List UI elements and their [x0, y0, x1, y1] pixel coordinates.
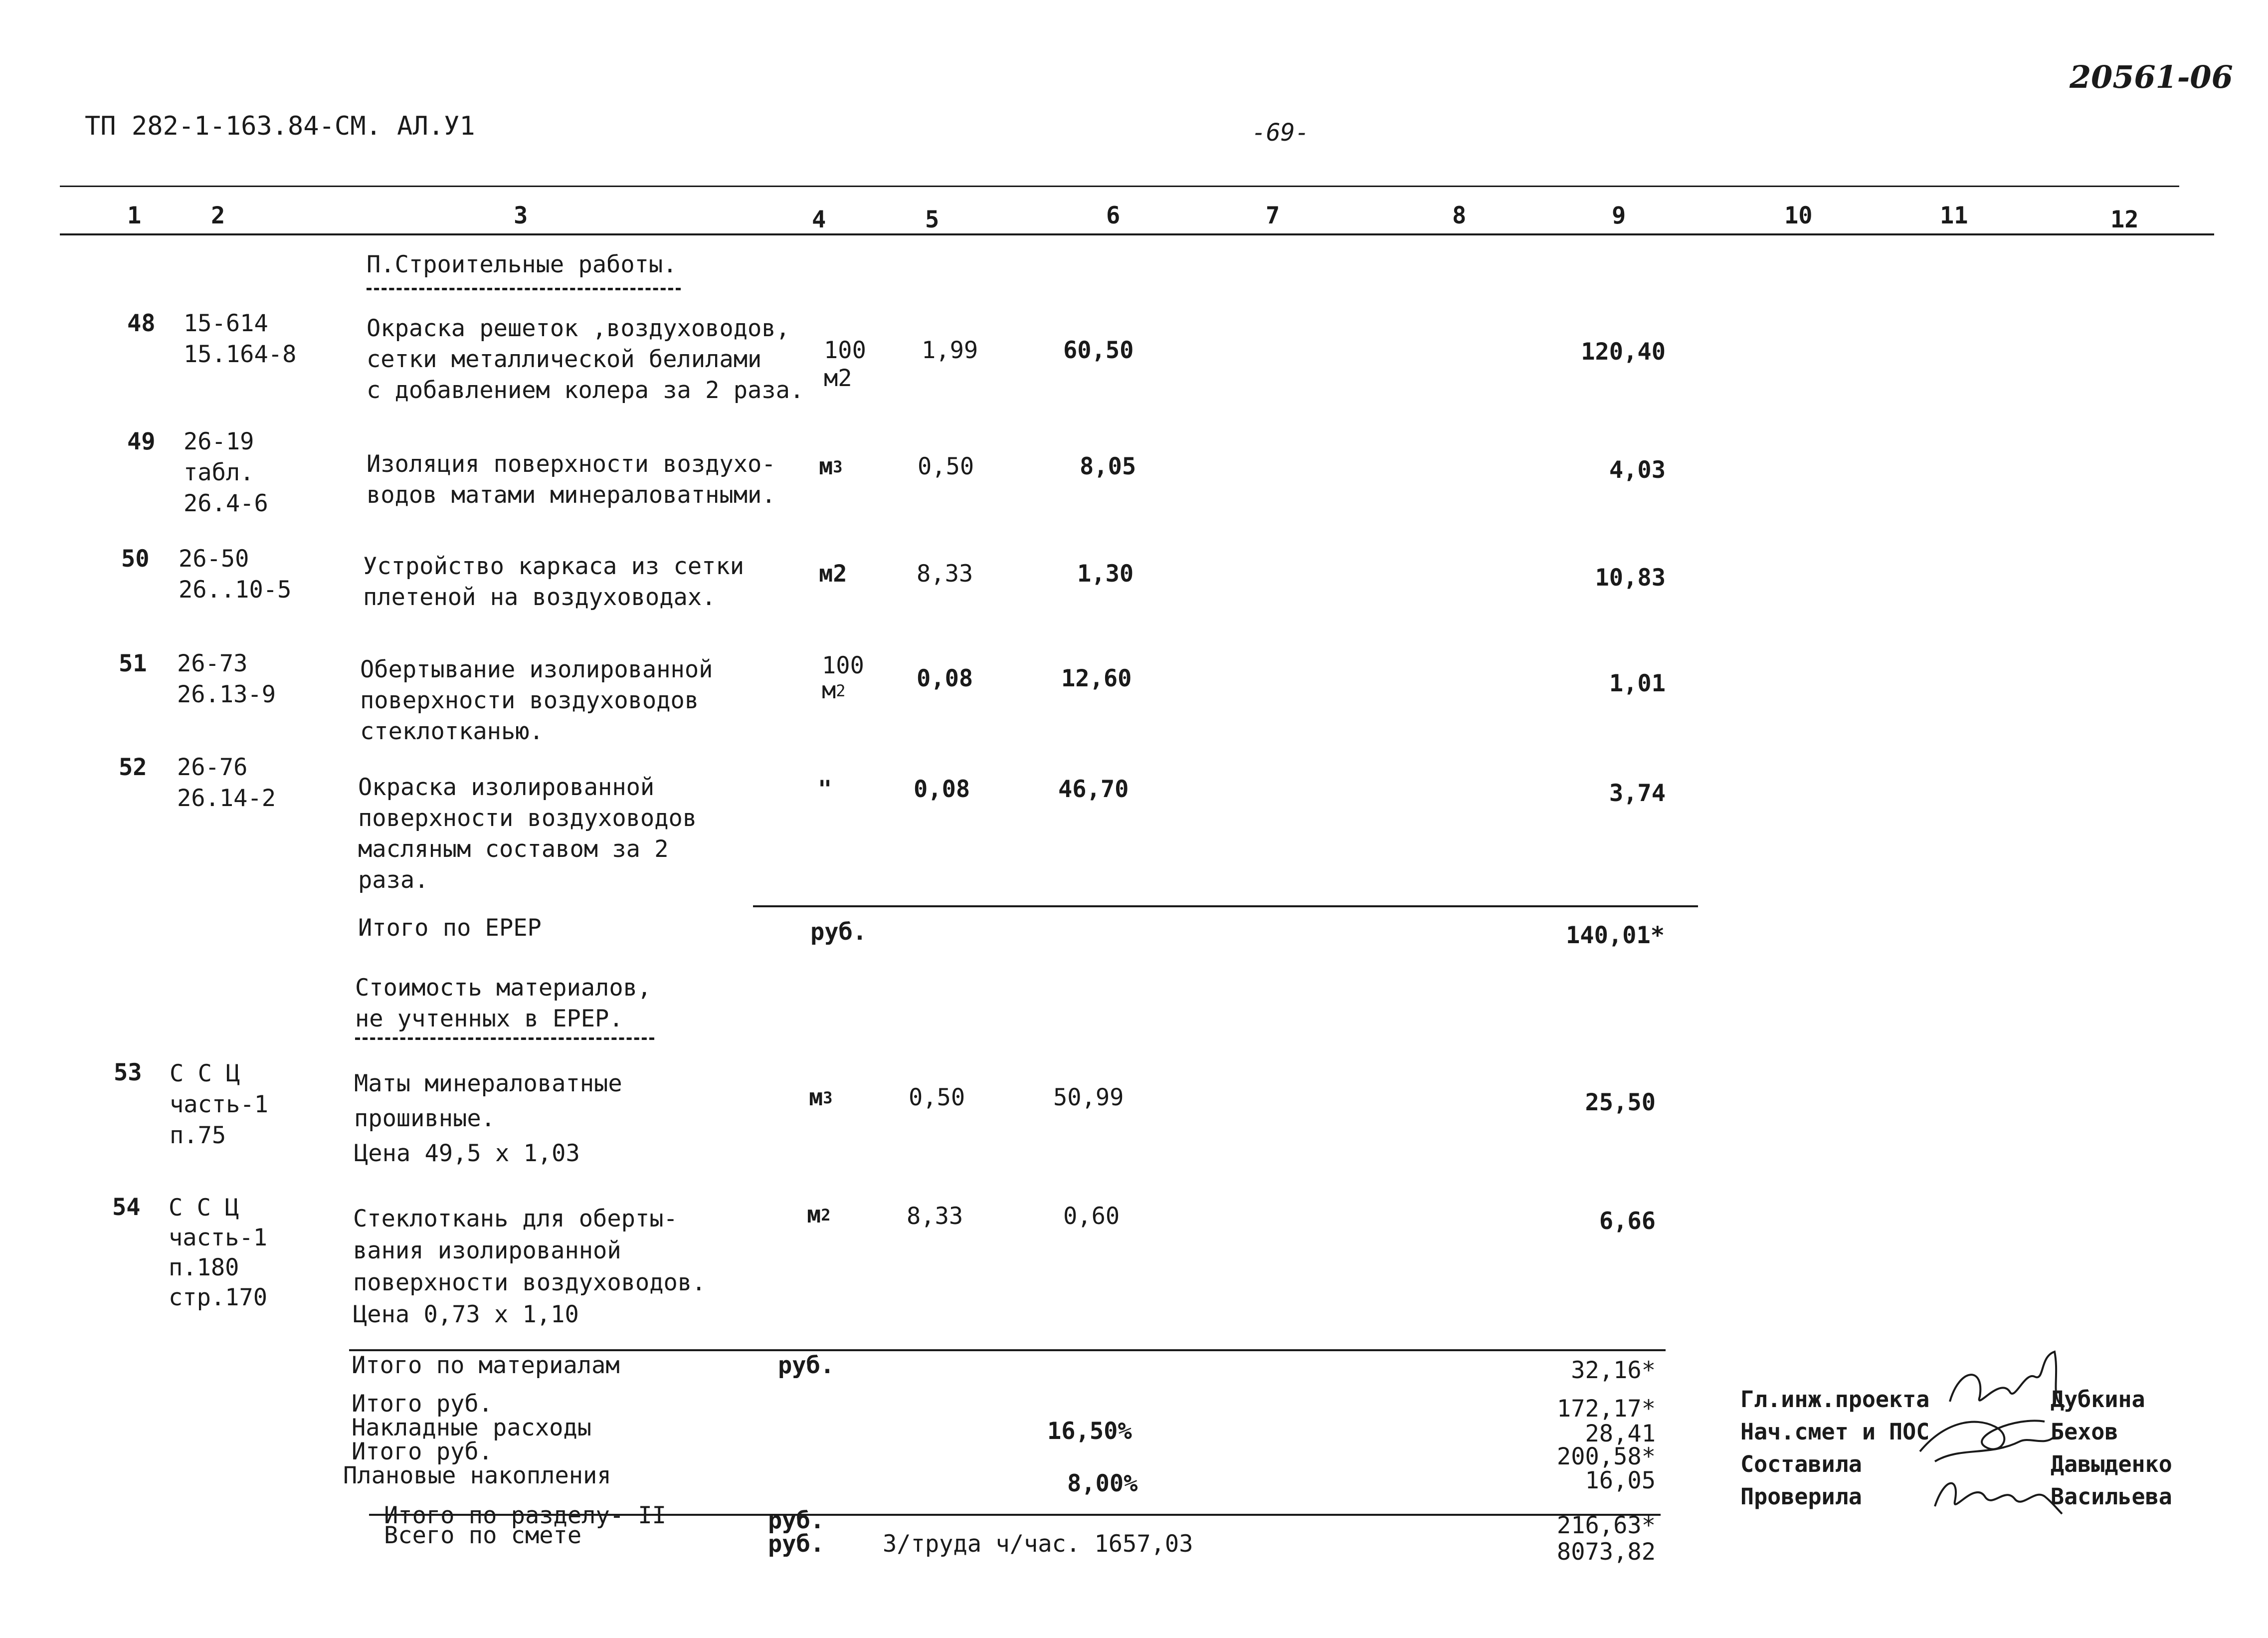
row-number: 50 [121, 545, 150, 573]
summary-label: Итого по материалам [352, 1352, 620, 1379]
row-unit: м2 [819, 560, 847, 588]
col-6: 6 [1106, 202, 1121, 229]
row-total: 4,03 [1609, 456, 1666, 484]
row-quantity: 0,08 [917, 665, 973, 692]
summary-total: 28,41 [1585, 1420, 1656, 1447]
final-label: Всего по смете [384, 1522, 582, 1549]
row-code: 26-19 табл. 26.4-6 [184, 428, 268, 517]
row-code: 26-50 26..10-5 [179, 545, 292, 604]
row-quantity: 1,99 [922, 337, 978, 364]
signature-name: Дубкина [2051, 1386, 2145, 1413]
handwritten-signature-3 [1930, 1466, 2065, 1521]
row-description: Стеклоткань для оберты- вания изолированной поверхности воздуховодов. Цена 0,73 х 1,10 [353, 1205, 706, 1328]
document-code: ТП 282-1-163.84-СМ. АЛ.У1 [85, 111, 475, 141]
row-total: 1,01 [1609, 670, 1666, 697]
row-quantity: 0,08 [914, 776, 970, 803]
row-description: Окраска решеток ,воздуховодов, сетки металлической белилами с добавлением колера за 2 раза. [367, 315, 804, 404]
signature-name: Давыденко [2051, 1451, 2172, 1477]
row-unit: $м^3$ [819, 453, 843, 480]
labor-hours: З/труда ч/час. 1657,03 [883, 1530, 1193, 1558]
section-title: П.Строительные работы. [367, 251, 677, 278]
row-total: 10,83 [1595, 564, 1666, 592]
row-quantity: 8,33 [907, 1203, 963, 1230]
row-number: 52 [119, 754, 147, 781]
row-unit: 100 м2 [824, 337, 866, 392]
summary-percent: 16,50% [1047, 1418, 1132, 1445]
row-price: 8,05 [1080, 453, 1136, 480]
summary-total: 16,05 [1585, 1467, 1656, 1494]
signature-role: Нач.смет и ПОС [1740, 1419, 1930, 1445]
row-unit: " [818, 776, 832, 803]
materials-heading-underline [355, 1037, 654, 1040]
row-price: 0,60 [1063, 1203, 1120, 1230]
summary-label: Итого руб. [352, 1438, 493, 1465]
handwritten-signature-1 [1940, 1347, 2070, 1417]
row-price: 50,99 [1053, 1084, 1124, 1111]
subtotal-rule [753, 905, 1698, 907]
summary-total: 200,58* [1556, 1443, 1656, 1470]
row-description: Окраска изолированной поверхности воздуховодов масляным составом за 2 раза. [358, 774, 697, 894]
row-number: 48 [127, 310, 156, 337]
row-unit: 100 $м^2$ [822, 652, 864, 704]
row-total: 25,50 [1585, 1089, 1656, 1116]
row-price: 12,60 [1061, 665, 1132, 692]
row-code: С С Ц часть-1 п.180 стр.170 [169, 1194, 268, 1311]
summary-label: Итого руб. [352, 1390, 493, 1418]
row-quantity: 0,50 [909, 1084, 965, 1111]
col-12: 12 [2110, 206, 2139, 233]
final-total: 8073,82 [1556, 1538, 1656, 1566]
col-9: 9 [1612, 202, 1626, 229]
row-total: 120,40 [1581, 338, 1666, 366]
final-unit: руб. [768, 1530, 825, 1558]
subtotal-unit: руб. [810, 918, 867, 946]
row-code: С С Ц часть-1 п.75 [170, 1060, 269, 1149]
row-number: 54 [112, 1194, 141, 1221]
col-1: 1 [127, 202, 142, 229]
col-5: 5 [925, 206, 940, 233]
summary-total: 32,16* [1571, 1357, 1656, 1384]
row-quantity: 8,33 [917, 560, 973, 588]
signature-name: Бехов [2051, 1419, 2118, 1445]
col-4: 4 [812, 206, 826, 233]
top-rule [60, 186, 2179, 187]
row-code: 26-73 26.13-9 [177, 650, 276, 708]
col-11: 11 [1940, 202, 1968, 229]
signature-role: Гл.инж.проекта [1740, 1386, 1930, 1413]
summary-label: Плановые накопления [343, 1462, 611, 1489]
row-number: 49 [127, 428, 156, 455]
summary-rule [349, 1349, 1666, 1351]
row-number: 51 [119, 650, 147, 677]
summary-total: 172,17* [1556, 1395, 1656, 1423]
row-description: Маты минераловатные прошивные. Цена 49,5 х 1,03 [354, 1070, 622, 1167]
archive-number: 20561-06 [2070, 59, 2233, 95]
handwritten-signature-2 [1915, 1407, 2060, 1471]
final-unit: руб. [768, 1507, 825, 1534]
row-description: Обертывание изолированной поверхности воздуховодов стеклотканью. [360, 656, 713, 745]
signature-role: Проверила [1740, 1483, 1862, 1510]
signature-name: Васильева [2051, 1483, 2172, 1510]
row-total: 6,66 [1599, 1208, 1656, 1235]
row-number: 53 [114, 1059, 142, 1086]
row-quantity: 0,50 [918, 453, 974, 480]
summary-unit: руб. [778, 1352, 835, 1379]
subtotal-total: 140,01* [1566, 922, 1665, 949]
col-7: 7 [1266, 202, 1280, 229]
final-label: Итого по разделу- II [384, 1502, 666, 1529]
row-unit: $м^3$ [809, 1084, 833, 1111]
subtotal-label: Итого по ЕРЕР [358, 914, 542, 942]
page-number: -69- [1252, 119, 1310, 147]
row-price: 1,30 [1077, 560, 1134, 588]
row-description: Изоляция поверхности воздухо- водов матами минераловатными. [367, 450, 776, 509]
signature-role: Составила [1740, 1451, 1862, 1477]
header-rule [60, 233, 2214, 235]
materials-heading: Стоимость материалов, не учтенных в ЕРЕР. [355, 974, 652, 1032]
row-code: 15-614 15.164-8 [184, 310, 297, 368]
col-10: 10 [1784, 202, 1813, 229]
col-3: 3 [514, 202, 528, 229]
row-code: 26-76 26.14-2 [177, 754, 276, 812]
summary-label: Накладные расходы [352, 1414, 592, 1441]
row-price: 60,50 [1063, 337, 1134, 364]
col-2: 2 [211, 202, 225, 229]
section-title-underline [367, 288, 681, 290]
row-unit: $м^2$ [807, 1201, 831, 1228]
summary-percent: 8,00% [1067, 1470, 1138, 1497]
final-total: 216,63* [1556, 1512, 1656, 1539]
col-8: 8 [1452, 202, 1467, 229]
row-price: 46,70 [1058, 776, 1129, 803]
row-description: Устройство каркаса из сетки плетеной на воздуховодах. [363, 553, 745, 611]
row-total: 3,74 [1609, 780, 1666, 807]
